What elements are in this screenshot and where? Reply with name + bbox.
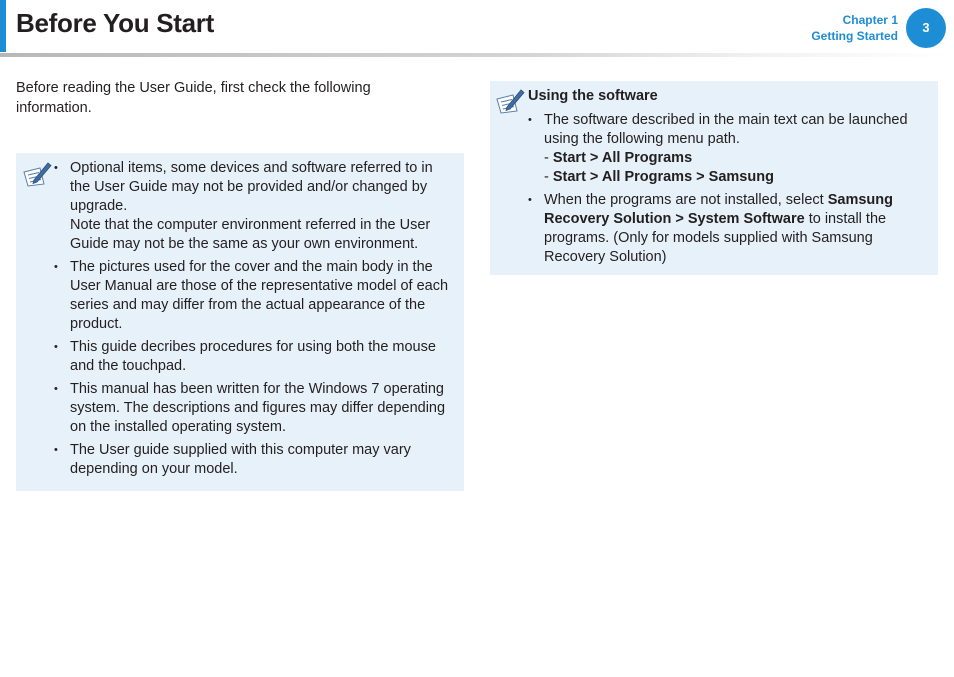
note-box-general xyxy=(16,153,464,491)
list-item: • Optional items, some devices and software referred to in the User Guide may not be provided and/or changed by upgrade. Note that the computer environment referred in the User Guide may not be the same as your own environment. xyxy=(54,159,456,254)
list-item: • This manual has been written for the Windows 7 operating system. The descriptions and figures may differ depending on the installed operating system. xyxy=(54,380,456,437)
note-box-software xyxy=(490,81,938,275)
note-heading: Using the software xyxy=(528,88,658,104)
note-pencil-icon xyxy=(22,160,52,188)
chapter-number: Chapter 1 xyxy=(842,13,898,27)
page-title: Before You Start xyxy=(16,8,214,38)
menu-path: - Start > All Programs > Samsung xyxy=(544,169,774,185)
list-item: • The User guide supplied with this computer may vary depending on your model. xyxy=(54,441,456,479)
header-accent-bar xyxy=(0,0,6,52)
list-item: • This guide decribes procedures for using both the mouse and the touchpad. xyxy=(54,338,456,376)
note-list xyxy=(528,111,930,267)
intro-text: Before reading the User Guide, first check the following information. xyxy=(16,80,371,116)
list-item: • When the programs are not installed, select Samsung Recovery Solution > System Software to install the programs. (Only for models supplied with Samsung Recovery Solution) xyxy=(528,191,930,267)
page-header xyxy=(0,0,954,58)
note-list xyxy=(54,159,456,479)
chapter-label xyxy=(811,12,898,44)
chapter-name: Getting Started xyxy=(811,29,898,43)
menu-path: - Start > All Programs xyxy=(544,150,693,166)
page-number-badge: 3 xyxy=(906,8,946,48)
header-rule xyxy=(0,53,954,57)
list-item: • The pictures used for the cover and the main body in the User Manual are those of the representative model of each series and may differ from the actual appearance of the product. xyxy=(54,258,456,334)
note-pencil-icon xyxy=(495,87,525,115)
list-item: • The software described in the main text can be launched using the following menu path. - Start > All Programs - Start > All Programs > Samsung xyxy=(528,111,930,187)
